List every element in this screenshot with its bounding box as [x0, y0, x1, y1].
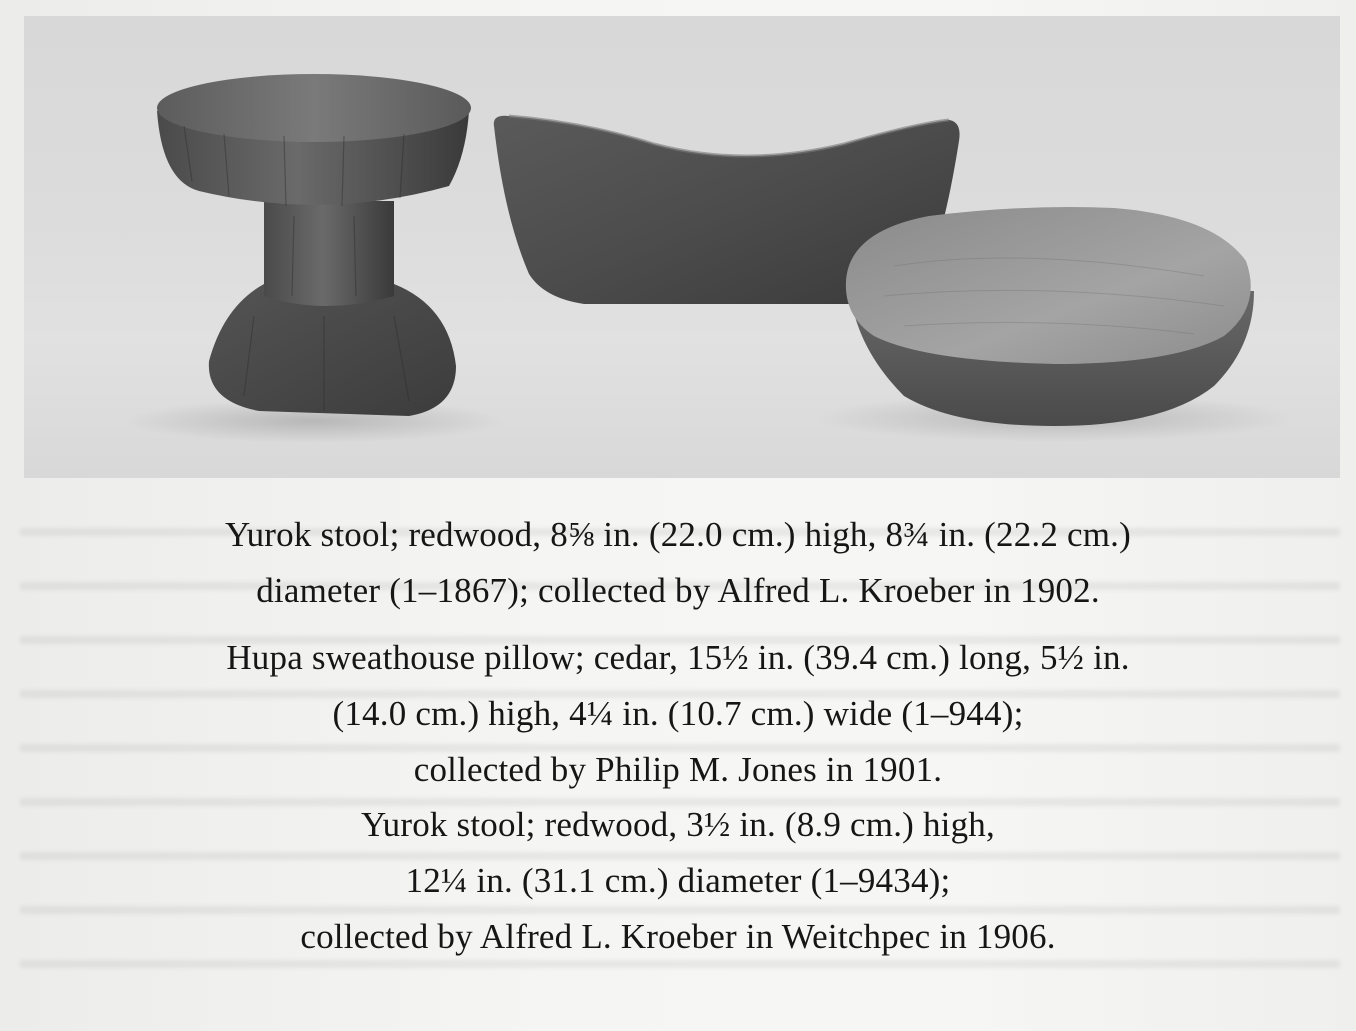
caption-line: collected by Philip M. Jones in 1901. — [413, 750, 943, 789]
caption-line: collected by Alfred L. Kroeber in Weitchpec in 1906. — [300, 917, 1056, 956]
caption-yurok-stool-low — [0, 797, 1356, 965]
caption-yurok-stool-tall — [0, 507, 1356, 619]
caption-line: (14.0 cm.) high, 4¼ in. (10.7 cm.) wide (1–944); — [332, 694, 1024, 733]
caption-line: diameter (1–1867); collected by Alfred L. Kroeber in 1902. — [256, 571, 1100, 610]
caption-line: Yurok stool; redwood, 3½ in. (8.9 cm.) high, — [361, 805, 995, 844]
caption-line: Yurok stool; redwood, 8⅝ in. (22.0 cm.) high, 8¾ in. (22.2 cm.) — [225, 515, 1131, 554]
caption-line: Hupa sweathouse pillow; cedar, 15½ in. (39.4 cm.) long, 5½ in. — [226, 638, 1130, 677]
caption-line: 12¼ in. (31.1 cm.) diameter (1–9434); — [405, 861, 951, 900]
artifact-photograph — [24, 16, 1340, 478]
caption-hupa-pillow — [0, 630, 1356, 798]
low-stool-figure — [846, 207, 1254, 426]
tall-stool-figure — [157, 74, 471, 416]
